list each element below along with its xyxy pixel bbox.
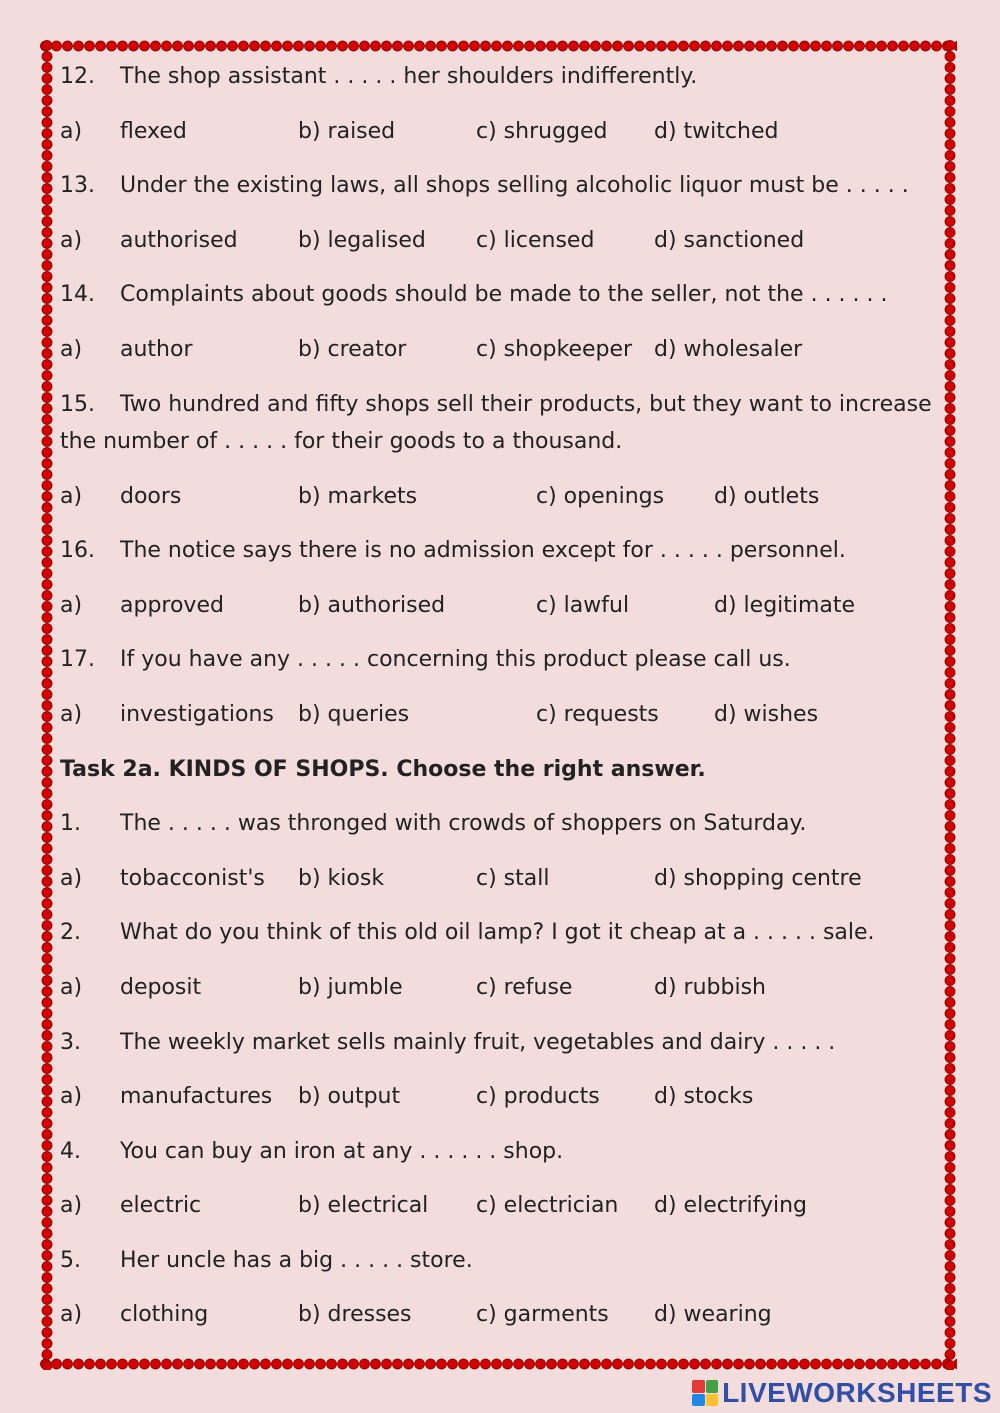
option-b[interactable]: b) electrical <box>298 1193 429 1219</box>
question-stem-row <box>60 1133 945 1188</box>
liveworksheets-logo <box>692 1375 992 1411</box>
option-b[interactable]: b) markets <box>298 483 418 509</box>
option-c[interactable]: c) licensed <box>476 227 595 253</box>
question-number: 14. <box>60 282 95 308</box>
option-b[interactable]: b) jumble <box>298 974 403 1000</box>
question-text: If you have any . . . . . concerning this product please call us. <box>120 647 791 673</box>
question-stem-row-wrapped <box>60 386 945 478</box>
task-heading: Task 2a. KINDS OF SHOPS. Choose the right answer. <box>60 756 706 782</box>
option-b[interactable]: b) authorised <box>298 592 446 618</box>
options-row <box>60 1078 945 1133</box>
option-label-a: a) <box>60 227 83 253</box>
options-row <box>60 587 945 642</box>
question-text: The shop assistant . . . . . her shoulders indifferently. <box>120 64 698 89</box>
question-text: The notice says there is no admission except for . . . . . personnel. <box>120 538 846 564</box>
options-row <box>60 478 945 533</box>
border-left <box>40 40 54 1370</box>
options-row <box>60 1296 945 1351</box>
option-a[interactable]: author <box>120 336 193 362</box>
option-b[interactable]: b) legalised <box>298 227 426 253</box>
option-a[interactable]: investigations <box>120 701 274 727</box>
option-c[interactable]: c) shopkeeper <box>476 336 633 362</box>
option-label-a: a) <box>60 336 83 362</box>
option-b[interactable]: b) raised <box>298 118 396 144</box>
options-row <box>60 860 945 915</box>
option-label-a: a) <box>60 865 83 891</box>
question-number: 4. <box>60 1138 81 1164</box>
option-label-a: a) <box>60 1193 83 1219</box>
option-d[interactable]: d) stocks <box>654 1084 754 1110</box>
options-row <box>60 1187 945 1242</box>
question-text: What do you think of this old oil lamp? I got it cheap at a . . . . . sale. <box>120 920 875 946</box>
option-a[interactable]: deposit <box>120 974 202 1000</box>
option-a[interactable]: authorised <box>120 227 238 253</box>
question-stem-row <box>60 276 945 331</box>
question-stem-row <box>60 1242 945 1297</box>
options-row <box>60 696 945 751</box>
option-c[interactable]: c) products <box>476 1084 600 1110</box>
option-c[interactable]: c) openings <box>536 483 665 509</box>
option-a[interactable]: flexed <box>120 118 187 144</box>
option-a[interactable]: approved <box>120 592 224 618</box>
options-row <box>60 969 945 1024</box>
option-c[interactable]: c) lawful <box>536 592 630 618</box>
option-d[interactable]: d) legitimate <box>714 592 856 618</box>
question-number: 13. <box>60 173 95 199</box>
option-a[interactable]: manufactures <box>120 1084 273 1110</box>
logo-text: LIVEWORKSHEETS <box>722 1377 992 1408</box>
question-text: Two hundred and fifty shops sell their products, but they want to increase the number of . . . . . for their goods to a thousand. <box>60 391 932 454</box>
option-b[interactable]: b) creator <box>298 336 407 362</box>
question-block-a <box>60 58 945 386</box>
options-row <box>60 113 945 168</box>
question-stem-row <box>60 1024 945 1079</box>
question-number: 15. <box>60 391 95 417</box>
option-d[interactable]: d) sanctioned <box>654 227 805 253</box>
options-row <box>60 222 945 277</box>
border-bottom <box>40 1358 957 1370</box>
border-right <box>943 40 957 1370</box>
worksheet-content <box>60 58 945 1351</box>
option-d[interactable]: d) wholesaler <box>654 336 803 362</box>
option-d[interactable]: d) twitched <box>654 118 779 144</box>
question-number: 12. <box>60 64 95 89</box>
question-text: Her uncle has a big . . . . . store. <box>120 1247 473 1273</box>
option-d[interactable]: d) wishes <box>714 701 819 727</box>
option-d[interactable]: d) wearing <box>654 1302 772 1328</box>
options-row <box>60 331 945 386</box>
option-d[interactable]: d) shopping centre <box>654 865 862 891</box>
option-c[interactable]: c) requests <box>536 701 659 727</box>
question-text: Complaints about goods should be made to the seller, not the . . . . . . <box>120 282 888 308</box>
option-d[interactable]: d) outlets <box>714 483 820 509</box>
option-b[interactable]: b) kiosk <box>298 865 385 891</box>
question-stem-row <box>60 58 945 113</box>
question-number: 5. <box>60 1247 81 1273</box>
border-top <box>40 40 957 52</box>
option-a[interactable]: electric <box>120 1193 202 1219</box>
question-number: 16. <box>60 538 95 564</box>
option-d[interactable]: d) electrifying <box>654 1193 808 1219</box>
option-d[interactable]: d) rubbish <box>654 974 766 1000</box>
question-stem-row <box>60 914 945 969</box>
option-c[interactable]: c) electrician <box>476 1193 619 1219</box>
question-text: You can buy an iron at any . . . . . . shop. <box>120 1138 564 1164</box>
question-stem-row <box>60 641 945 696</box>
option-b[interactable]: b) output <box>298 1084 401 1110</box>
option-label-a: a) <box>60 592 83 618</box>
option-c[interactable]: c) garments <box>476 1302 609 1328</box>
question-stem-row <box>60 805 945 860</box>
question-text: Under the existing laws, all shops selling alcoholic liquor must be . . . . . <box>120 173 909 199</box>
option-b[interactable]: b) dresses <box>298 1302 412 1328</box>
option-c[interactable]: c) stall <box>476 865 550 891</box>
option-c[interactable]: c) refuse <box>476 974 573 1000</box>
option-a[interactable]: doors <box>120 483 182 509</box>
option-a[interactable]: tobacconist's <box>120 865 265 891</box>
question-number: 1. <box>60 811 81 837</box>
option-b[interactable]: b) queries <box>298 701 410 727</box>
question-stem-row <box>60 532 945 587</box>
option-label-a: a) <box>60 118 83 144</box>
option-c[interactable]: c) shrugged <box>476 118 608 144</box>
option-label-a: a) <box>60 974 83 1000</box>
option-a[interactable]: clothing <box>120 1302 209 1328</box>
question-text: The . . . . . was thronged with crowds of shoppers on Saturday. <box>120 811 807 837</box>
question-number: 17. <box>60 647 95 673</box>
question-number: 2. <box>60 920 81 946</box>
question-number: 3. <box>60 1029 81 1055</box>
logo-icon <box>692 1380 718 1406</box>
question-text: The weekly market sells mainly fruit, vegetables and dairy . . . . . <box>120 1029 836 1055</box>
option-label-a: a) <box>60 701 83 727</box>
question-stem-row <box>60 167 945 222</box>
option-label-a: a) <box>60 483 83 509</box>
option-label-a: a) <box>60 1084 83 1110</box>
option-label-a: a) <box>60 1302 83 1328</box>
